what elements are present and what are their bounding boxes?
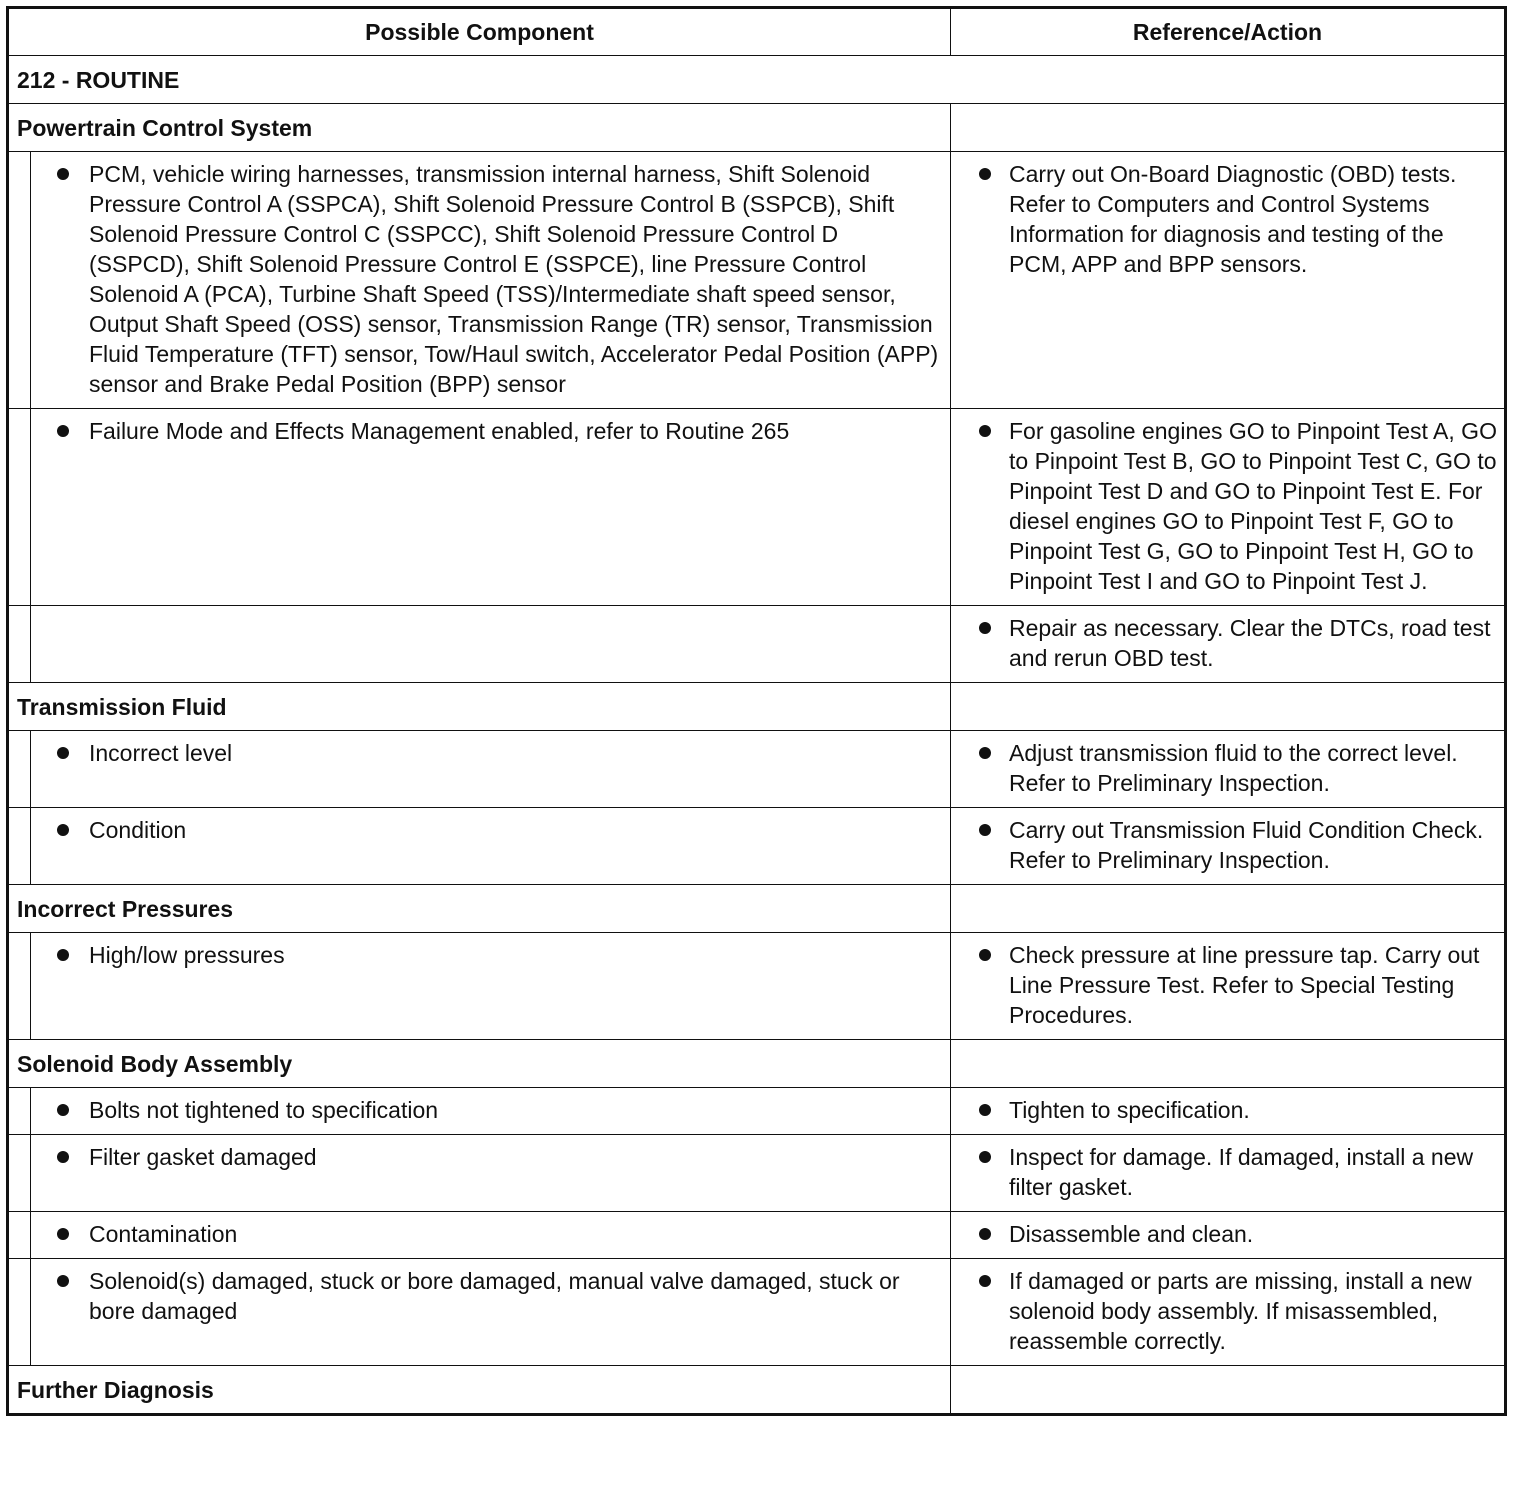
bullet-icon <box>57 1228 69 1240</box>
reference-item <box>951 808 1504 884</box>
group-title: Powertrain Control System <box>8 104 951 152</box>
component-item <box>31 731 950 777</box>
table-row <box>8 152 1506 409</box>
table-body <box>8 56 1506 1415</box>
indent-cell <box>8 808 31 885</box>
bullet-icon <box>57 1104 69 1116</box>
component-cell <box>31 409 951 606</box>
table-row <box>8 1135 1506 1212</box>
component-item <box>31 409 950 455</box>
reference-text: Repair as necessary. Clear the DTCs, road test and rerun OBD test. <box>1009 615 1491 671</box>
component-text: Contamination <box>89 1221 238 1247</box>
table-row <box>8 808 1506 885</box>
bullet-icon <box>979 949 991 961</box>
indent-cell <box>8 1212 31 1259</box>
indent-cell <box>8 731 31 808</box>
routine-title: 212 - ROUTINE <box>8 56 1506 104</box>
bullet-icon <box>979 747 991 759</box>
reference-text: For gasoline engines GO to Pinpoint Test A, GO to Pinpoint Test B, GO to Pinpoint Test C, GO to Pinpoint Test D and GO to Pinpoint Test E. For diesel engines GO to Pinpoint Test F, GO to Pinpoint Test G, GO to Pinpoint Test H, GO to Pinpoint Test I and GO to Pinpoint Test J. <box>1009 418 1497 594</box>
indent-cell <box>8 152 31 409</box>
table-header-row <box>8 8 1506 56</box>
component-item <box>31 1088 950 1134</box>
bullet-icon <box>57 168 69 180</box>
group-reference-empty <box>951 1366 1506 1415</box>
reference-cell <box>951 933 1506 1040</box>
component-item <box>31 933 950 979</box>
indent-cell <box>8 1259 31 1366</box>
component-text: Filter gasket damaged <box>89 1144 317 1170</box>
reference-item <box>951 152 1504 288</box>
component-cell <box>31 1088 951 1135</box>
group-reference-empty <box>951 683 1506 731</box>
bullet-icon <box>979 1275 991 1287</box>
bullet-icon <box>57 949 69 961</box>
component-item <box>31 808 950 854</box>
group-reference-empty <box>951 104 1506 152</box>
bullet-icon <box>57 425 69 437</box>
component-cell <box>31 933 951 1040</box>
reference-item <box>951 1259 1504 1365</box>
reference-item <box>951 1212 1504 1258</box>
bullet-icon <box>979 622 991 634</box>
table-row <box>8 409 1506 606</box>
reference-text: Carry out On-Board Diagnostic (OBD) tests. Refer to Computers and Control Systems Information for diagnosis and testing of the PCM, APP and BPP sensors. <box>1009 161 1457 277</box>
indent-cell <box>8 933 31 1040</box>
routine-row <box>8 56 1506 104</box>
group-row <box>8 104 1506 152</box>
component-item <box>31 1135 950 1181</box>
component-text: Solenoid(s) damaged, stuck or bore damaged, manual valve damaged, stuck or bore damaged <box>89 1268 900 1324</box>
component-cell <box>31 1212 951 1259</box>
header-possible-component: Possible Component <box>8 8 951 56</box>
reference-text: Disassemble and clean. <box>1009 1221 1254 1247</box>
table-row <box>8 1212 1506 1259</box>
reference-cell <box>951 152 1506 409</box>
bullet-icon <box>57 1151 69 1163</box>
component-cell <box>31 1259 951 1366</box>
reference-item <box>951 1135 1504 1211</box>
reference-cell <box>951 1212 1506 1259</box>
table-row <box>8 1088 1506 1135</box>
diagnosis-table <box>6 6 1507 1416</box>
component-item <box>31 1259 950 1335</box>
reference-cell <box>951 808 1506 885</box>
table-row <box>8 1259 1506 1366</box>
bullet-icon <box>979 824 991 836</box>
reference-item <box>951 409 1504 605</box>
component-cell <box>31 1135 951 1212</box>
reference-text: Tighten to specification. <box>1009 1097 1250 1123</box>
reference-text: Carry out Transmission Fluid Condition Check. Refer to Preliminary Inspection. <box>1009 817 1484 873</box>
component-text: Incorrect level <box>89 740 233 766</box>
component-item <box>31 1212 950 1258</box>
group-reference-empty <box>951 1040 1506 1088</box>
indent-cell <box>8 1088 31 1135</box>
group-row <box>8 1040 1506 1088</box>
reference-item <box>951 731 1504 807</box>
bullet-icon <box>979 425 991 437</box>
reference-text: If damaged or parts are missing, install a new solenoid body assembly. If misassembled, reassemble correctly. <box>1009 1268 1472 1354</box>
reference-item <box>951 606 1504 682</box>
component-cell <box>31 731 951 808</box>
bullet-icon <box>57 824 69 836</box>
reference-cell <box>951 731 1506 808</box>
group-row <box>8 1366 1506 1415</box>
component-cell <box>31 606 951 683</box>
group-row <box>8 683 1506 731</box>
component-text: Condition <box>89 817 187 843</box>
reference-cell <box>951 409 1506 606</box>
bullet-icon <box>57 747 69 759</box>
component-text: Bolts not tightened to specification <box>89 1097 439 1123</box>
component-cell <box>31 152 951 409</box>
component-cell <box>31 808 951 885</box>
bullet-icon <box>979 1104 991 1116</box>
component-text: PCM, vehicle wiring harnesses, transmission internal harness, Shift Solenoid Pressure Control A (SSPCA), Shift Solenoid Pressure Control B (SSPCB), Shift Solenoid Pressure Control C (SSPCC), Shift Solenoid Pressure Control D (SSPCD), Shift Solenoid Pressure Control E (SSPCE), line Pressure Control Solenoid A (PCA), Turbine Shaft Speed (TSS)/Intermediate shaft speed sensor, Output Shaft Speed (OSS) sensor, Transmission Range (TR) sensor, Transmission Fluid Temperature (TFT) sensor, Tow/Haul switch, Accelerator Pedal Position (APP) sensor and Brake Pedal Position (BPP) sensor <box>89 161 939 397</box>
group-title: Solenoid Body Assembly <box>8 1040 951 1088</box>
group-row <box>8 885 1506 933</box>
indent-cell <box>8 1135 31 1212</box>
reference-cell <box>951 1088 1506 1135</box>
bullet-icon <box>979 1228 991 1240</box>
reference-item <box>951 1088 1504 1134</box>
bullet-icon <box>979 1151 991 1163</box>
reference-cell <box>951 606 1506 683</box>
component-text: Failure Mode and Effects Management enabled, refer to Routine 265 <box>89 418 790 444</box>
group-title: Transmission Fluid <box>8 683 951 731</box>
table-row <box>8 933 1506 1040</box>
group-reference-empty <box>951 885 1506 933</box>
reference-text: Adjust transmission fluid to the correct level. Refer to Preliminary Inspection. <box>1009 740 1458 796</box>
table-row <box>8 606 1506 683</box>
header-reference-action: Reference/Action <box>951 8 1506 56</box>
bullet-icon <box>57 1275 69 1287</box>
indent-cell <box>8 606 31 683</box>
reference-cell <box>951 1259 1506 1366</box>
reference-item <box>951 933 1504 1039</box>
group-title: Incorrect Pressures <box>8 885 951 933</box>
indent-cell <box>8 409 31 606</box>
table-row <box>8 731 1506 808</box>
component-item <box>31 152 950 408</box>
group-title: Further Diagnosis <box>8 1366 951 1415</box>
bullet-icon <box>979 168 991 180</box>
reference-cell <box>951 1135 1506 1212</box>
reference-text: Check pressure at line pressure tap. Carry out Line Pressure Test. Refer to Special Testing Procedures. <box>1009 942 1480 1028</box>
reference-text: Inspect for damage. If damaged, install a new filter gasket. <box>1009 1144 1474 1200</box>
component-text: High/low pressures <box>89 942 285 968</box>
